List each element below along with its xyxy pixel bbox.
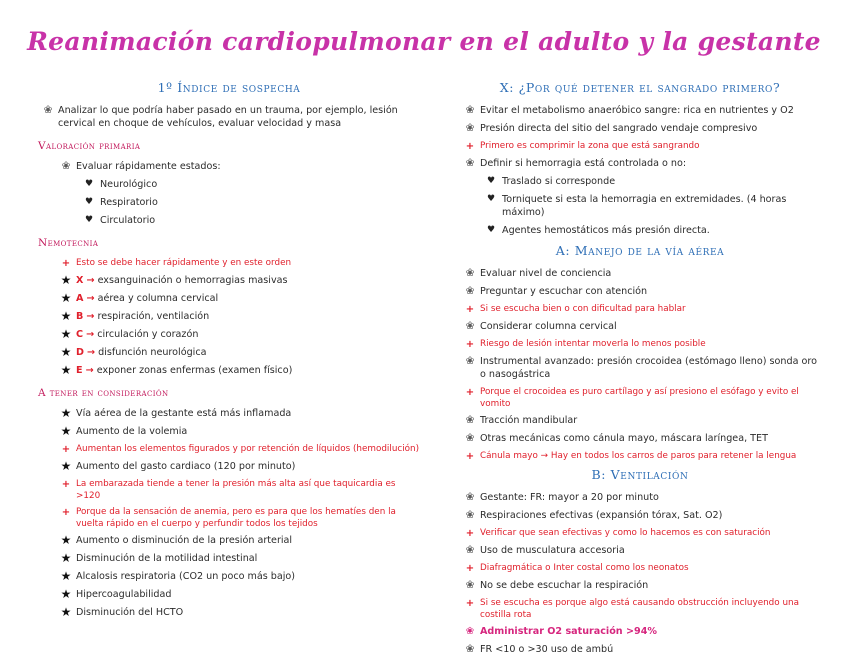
arrow-icon: → <box>86 275 95 286</box>
x-list <box>460 104 820 170</box>
sub-item: ♥ Torniquete si esta la hemorragia en extremidades. (4 horas máximo) <box>460 193 820 219</box>
sub-item: ♥ Circulatorio <box>38 214 420 227</box>
mnemonic-letter: X <box>76 275 84 286</box>
flower-bullet-icon: ❀ <box>465 122 475 134</box>
flower-bullet-icon: ❀ <box>465 626 475 637</box>
flower-bullet-icon: ❀ <box>465 643 475 655</box>
note-item: + Porque el crocoidea es puro cartílago y así presiono el esófago y evito el vomito <box>460 386 820 410</box>
flower-bullet-icon: ❀ <box>465 544 475 556</box>
flower-bullet-icon: ❀ <box>465 355 475 367</box>
nemotecnia-item: ★ A → aérea y columna cervical <box>38 292 420 305</box>
heart-bullet-icon: ♥ <box>486 225 496 235</box>
nemotecnia-item: ★ C → circulación y corazón <box>38 328 420 341</box>
note-item: + Riesgo de lesión intentar moverla lo menos posible <box>460 338 820 351</box>
list-item: ★ Disminución de la motilidad intestinal <box>38 552 420 565</box>
plus-bullet-icon: + <box>61 258 71 269</box>
sub-item: ♥ Agentes hemostáticos más presión directa. <box>460 224 820 237</box>
heading-a: A: Manejo de la vía aérea <box>555 243 725 258</box>
list-item: ❀ Evaluar rápidamente estados: <box>38 160 420 173</box>
plus-bullet-icon: + <box>465 451 475 462</box>
heading-b: B: Ventilación <box>591 467 689 482</box>
list-item: ★ Aumento o disminución de la presión arterial <box>38 534 420 547</box>
heart-bullet-icon: ♥ <box>84 197 94 207</box>
heart-bullet-icon: ♥ <box>84 215 94 225</box>
sub-item: ♥ Neurológico <box>38 178 420 191</box>
note-item: + Diafragmática o Inter costal como los neonatos <box>460 562 820 575</box>
star-bullet-icon: ★ <box>60 327 72 341</box>
flower-bullet-icon: ❀ <box>465 414 475 426</box>
heart-bullet-icon: ♥ <box>486 194 496 204</box>
note-item: + Porque da la sensación de anemia, pero es para que los hematíes den la vuelta rápido en el cuerpo y perfundir todos los tejidos <box>38 506 420 530</box>
flower-bullet-icon: ❀ <box>43 104 53 116</box>
nemotecnia-list <box>38 274 420 377</box>
plus-bullet-icon: + <box>465 598 475 609</box>
plus-bullet-icon: + <box>465 528 475 539</box>
arrow-icon: → <box>86 311 95 322</box>
list-item: ★ Aumento de la volemia <box>38 425 420 438</box>
list-item: ★ Disminución del HCTO <box>38 606 420 619</box>
star-bullet-icon: ★ <box>60 569 72 583</box>
star-bullet-icon: ★ <box>60 533 72 547</box>
arrow-icon: → <box>87 347 96 358</box>
flower-bullet-icon: ❀ <box>465 320 475 332</box>
list-item: ★ Hipercoagulabilidad <box>38 588 420 601</box>
mnemonic-letter: A <box>76 293 84 304</box>
flower-bullet-icon: ❀ <box>465 285 475 297</box>
list-item: ★ Alcalosis respiratoria (CO2 un poco más bajo) <box>38 570 420 583</box>
plus-bullet-icon: + <box>465 387 475 398</box>
note-item: + Esto se debe hacer rápidamente y en este orden <box>38 257 420 270</box>
note-item: + Verificar que sean efectivas y como lo hacemos es con saturación <box>460 527 820 540</box>
star-bullet-icon: ★ <box>60 587 72 601</box>
arrow-icon: → <box>86 329 95 340</box>
mnemonic-letter: D <box>76 347 84 358</box>
list-item: ❀ Instrumental avanzado: presión crocoidea (estómago lleno) sonda oro o nasogástrica <box>460 355 820 381</box>
list-item: ❀ Evitar el metabolismo anaeróbico sangre: rica en nutrientes y O2 <box>460 104 820 117</box>
nemotecnia-item: ★ X → exsanguinación o hemorragias masivas <box>38 274 420 287</box>
mnemonic-letter: E <box>76 365 83 376</box>
b-list <box>460 491 820 656</box>
star-bullet-icon: ★ <box>60 459 72 473</box>
sub-item: ♥ Respiratorio <box>38 196 420 209</box>
note-item: + Si se escucha bien o con dificultad para hablar <box>460 303 820 316</box>
star-bullet-icon: ★ <box>60 551 72 565</box>
note-item: + Si se escucha es porque algo está causando obstrucción incluyendo una costilla rota <box>460 597 820 621</box>
heading-x: X: ¿Por qué detener el sangrado primero? <box>499 80 781 95</box>
list-item: ❀ Uso de musculatura accesoria <box>460 544 820 557</box>
flower-bullet-icon: ❀ <box>465 509 475 521</box>
list-item: ★ Aumento del gasto cardiaco (120 por minuto) <box>38 460 420 473</box>
list-item: ❀ Analizar lo que podría haber pasado en un trauma, por ejemplo, lesión cervical en choque de vehículos, evaluar velocidad y masa <box>38 104 420 130</box>
list-item: ❀ Gestante: FR: mayor a 20 por minuto <box>460 491 820 504</box>
list-item: ★ Vía aérea de la gestante está más inflamada <box>38 407 420 420</box>
flower-bullet-icon: ❀ <box>465 579 475 591</box>
star-bullet-icon: ★ <box>60 424 72 438</box>
list-item: ❀ Tracción mandibular <box>460 414 820 427</box>
plus-bullet-icon: + <box>61 479 71 490</box>
star-bullet-icon: ★ <box>60 363 72 377</box>
a-list <box>460 267 820 463</box>
star-bullet-icon: ★ <box>60 406 72 420</box>
plus-bullet-icon: + <box>465 141 475 152</box>
plus-bullet-icon: + <box>465 304 475 315</box>
note-item: + Aumentan los elementos figurados y por retención de líquidos (hemodilución) <box>38 443 420 456</box>
nemotecnia-item: ★ E → exponer zonas enfermas (examen físico) <box>38 364 420 377</box>
arrow-icon: → <box>85 365 94 376</box>
list-item: ❀ Respiraciones efectivas (expansión tórax, Sat. O2) <box>460 509 820 522</box>
flower-bullet-icon: ❀ <box>465 267 475 279</box>
heading-indice: 1º Índice de sospecha <box>157 80 301 95</box>
list-item: ❀ Evaluar nivel de conciencia <box>460 267 820 280</box>
left-column <box>38 80 420 624</box>
star-bullet-icon: ★ <box>60 273 72 287</box>
heading-nemotecnia: Nemotecnia <box>38 237 99 249</box>
note-item: + La embarazada tiende a tener la presión más alta así que taquicardia es >120 <box>38 478 420 502</box>
mnemonic-letter: C <box>76 329 84 340</box>
plus-bullet-icon: + <box>465 339 475 350</box>
star-bullet-icon: ★ <box>60 605 72 619</box>
nemotecnia-item: ★ D → disfunción neurológica <box>38 346 420 359</box>
star-bullet-icon: ★ <box>60 309 72 323</box>
plus-bullet-icon: + <box>465 563 475 574</box>
heart-bullet-icon: ♥ <box>486 176 496 186</box>
list-item: ❀ No se debe escuchar la respiración <box>460 579 820 592</box>
list-item: ❀ Definir si hemorragia está controlada o no: <box>460 157 820 170</box>
plus-bullet-icon: + <box>61 507 71 518</box>
note-item: + Primero es comprimir la zona que está sangrando <box>460 140 820 153</box>
heart-bullet-icon: ♥ <box>84 179 94 189</box>
list-item: ❀ Considerar columna cervical <box>460 320 820 333</box>
list-item: ❀ Preguntar y escuchar con atención <box>460 285 820 298</box>
star-bullet-icon: ★ <box>60 291 72 305</box>
heading-valoracion: Valoración primaria <box>38 140 141 152</box>
arrow-icon: → <box>86 293 95 304</box>
plus-bullet-icon: + <box>61 444 71 455</box>
nemotecnia-item: ★ B → respiración, ventilación <box>38 310 420 323</box>
considerar-list <box>38 407 420 619</box>
star-bullet-icon: ★ <box>60 345 72 359</box>
heading-considerar: A tener en consideración <box>38 387 169 399</box>
list-item: ❀ Administrar O2 saturación >94% <box>460 625 820 638</box>
flower-bullet-icon: ❀ <box>465 104 475 116</box>
sub-item: ♥ Traslado si corresponde <box>460 175 820 188</box>
flower-bullet-icon: ❀ <box>465 432 475 444</box>
right-column <box>460 80 820 661</box>
flower-bullet-icon: ❀ <box>465 491 475 503</box>
flower-bullet-icon: ❀ <box>465 157 475 169</box>
list-item: ❀ FR <10 o >30 uso de ambú <box>460 643 820 656</box>
page-title: Reanimación cardiopulmonar en el adulto y la gestante <box>27 27 821 56</box>
list-item: ❀ Presión directa del sitio del sangrado vendaje compresivo <box>460 122 820 135</box>
flower-bullet-icon: ❀ <box>61 160 71 172</box>
mnemonic-letter: B <box>76 311 84 322</box>
note-item: + Cánula mayo → Hay en todos los carros de paros para retener la lengua <box>460 450 820 463</box>
list-item: ❀ Otras mecánicas como cánula mayo, máscara laríngea, TET <box>460 432 820 445</box>
